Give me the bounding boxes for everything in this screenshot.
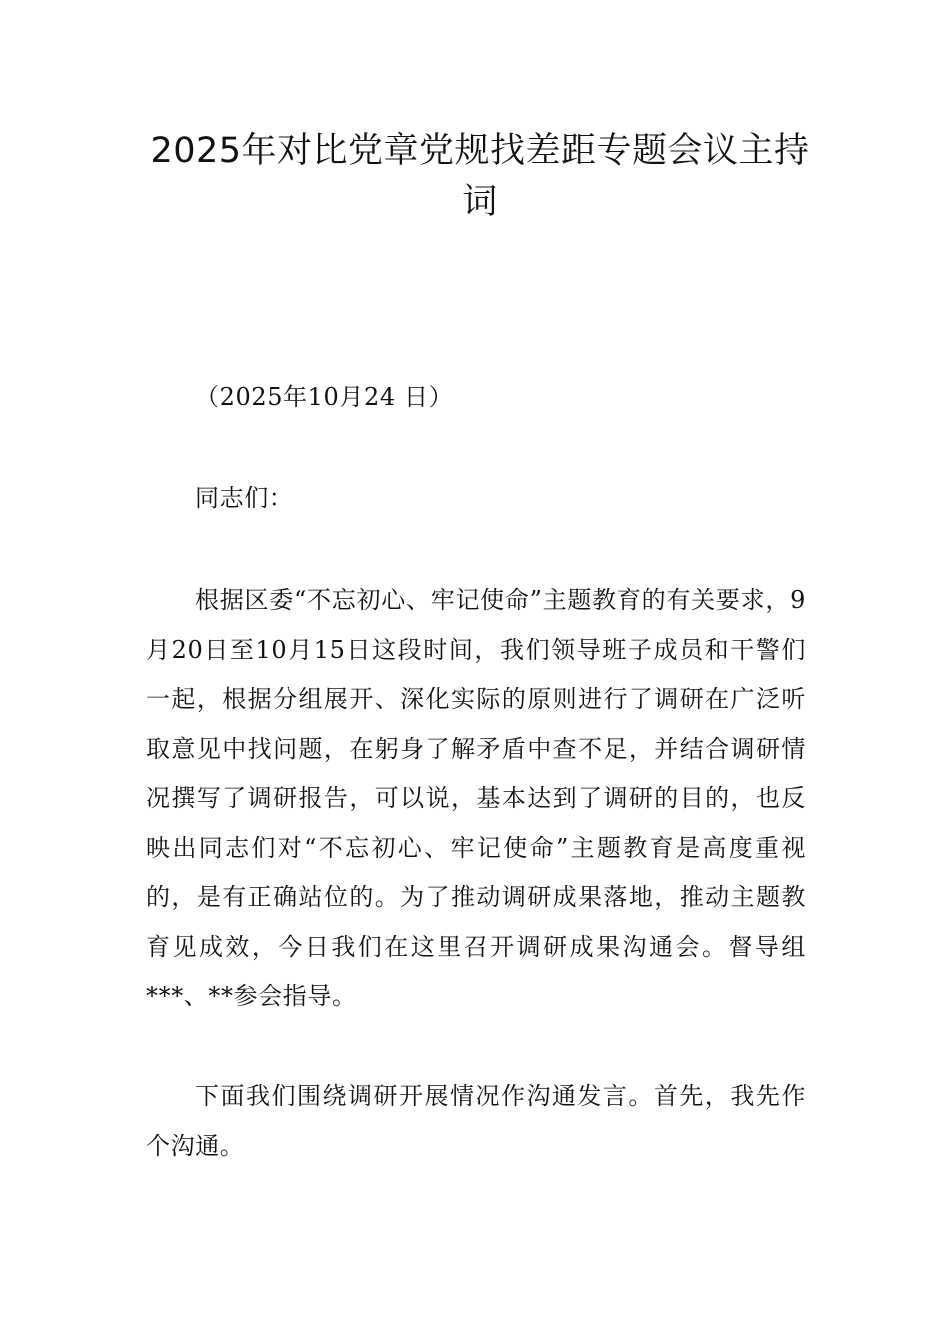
body-paragraph: 根据区委“不忘初心、牢记使命”主题教育的有关要求，9月20日至10月15日这段时间，我们领导班子成员和干警们一起，根据分组展开、深化实际的原则进行了调研在广泛听取意见中找问题，在躬身了解矛盾中查不足，并结合调研情况撰写了调研报告，可以说，基本达到了调研的目的，也反映出同志们对“不忘初心、牢记使命”主题教育是高度重视的，是有正确站位的。为了推动调研成果落地，推动主题教育见成效，今日我们在这里召开调研成果沟通会。督导组***、**参会指导。 [146,586,806,1010]
body-paragraph: 下面我们围绕调研开展情况作沟通发言。首先，我先作个沟通。 [146,1082,806,1160]
document-title: 2025年对比党章党规找差距专题会议主持词 [150,131,810,222]
greeting: 同志们： [195,484,294,512]
date-line: （2025年10月24 日） [195,383,454,411]
